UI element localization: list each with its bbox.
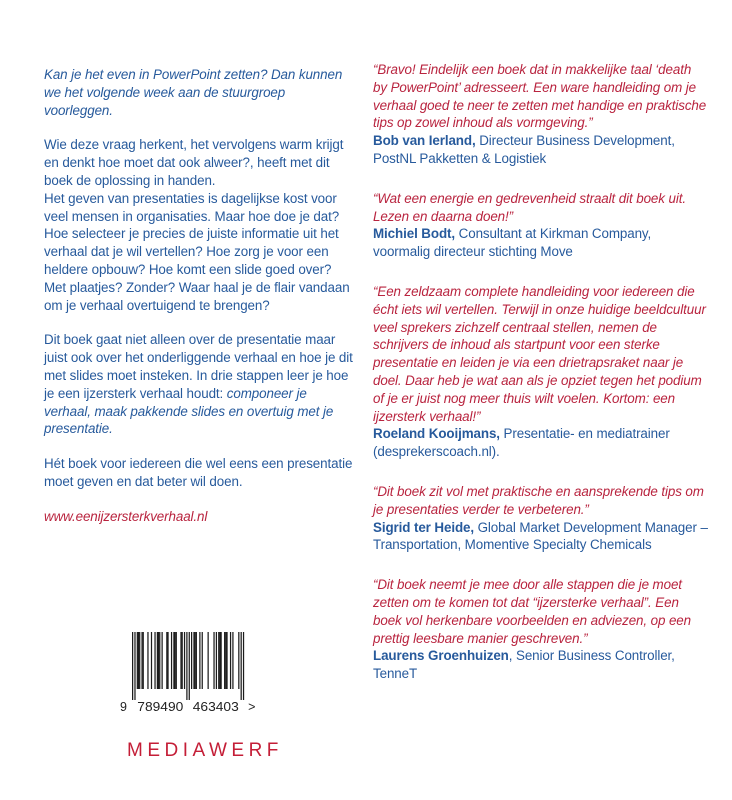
testimonial xyxy=(373,483,708,554)
testimonial xyxy=(373,283,708,461)
testimonial-role: Presentatie- en mediatrainer (desprekerscoach.nl). xyxy=(373,426,670,460)
svg-text:463403: 463403 xyxy=(192,700,239,714)
testimonial-name: Sigrid ter Heide, xyxy=(373,519,474,535)
testimonial-text: “Een zeldzaam complete handleiding voor iedereen die écht iets wil vertellen. Terwijl in onze huidige beeldcultuur veel sprekers zichzelf centraal stellen, nemen de schrijvers de inhoud als startpunt voor een sterke presentatie en leiden je via een drietrapsraket naar je doel. Daar heb je wat aan als je opziet tegen het podium of je er juist nog meer thuis wilt voelen. Kortom: een ijzersterk verhaal!” xyxy=(373,283,706,424)
website-url: www.eenijzersterkverhaal.nl xyxy=(44,508,208,524)
isbn-barcode xyxy=(118,632,274,721)
three-steps-italic: componeer je verhaal, maak pakkende slides en overtuig met je presentatie. xyxy=(44,385,334,437)
ean13-barcode-icon xyxy=(118,632,274,716)
testimonial-role: Consultant at Kirkman Company, voormalig directeur stichting Move xyxy=(373,226,652,260)
testimonial-name: Michiel Bodt, xyxy=(373,226,456,242)
testimonial-text: “Dit boek neemt je mee door alle stappen die je moet zetten om te komen tot dat “ijzersterke verhaal”. Een boek vol herkenbare voorbeelden en adviezen, op een prettig leesbare manier geschreven.” xyxy=(373,577,692,646)
testimonials-column xyxy=(373,61,708,705)
intro-quote: Kan je het even in PowerPoint zetten? Dan kunnen we het volgende week aan de stuurgroep voorleggen. xyxy=(44,67,343,118)
body-paragraph-three-steps xyxy=(44,331,355,438)
three-steps-regular: Dit boek gaat niet alleen over de presentatie maar juist ook over het onderliggende verhaal en hoe je dit met slides moet insteken. In drie stappen leer je hoe je een ijzersterk verhaal houdt: xyxy=(44,332,353,401)
testimonial xyxy=(373,576,708,683)
body-paragraph-question-part2: Het geven van presentaties is dagelijkse kost voor veel mensen in organisaties. Maar hoe doe je dat? Hoe selecteer je precies de juiste informatie uit het verhaal dat je wil vertellen? Hoe zorg je voor een heldere opbouw? Hoe komt een slide goed over? Met plaatjes? Zonder? Waar haal je de flair vandaan om je verhaal overtuigend te brengen? xyxy=(44,190,350,313)
testimonial-role: Directeur Business Development, PostNL Pakketten & Logistiek xyxy=(373,133,675,166)
body-paragraph-question-part1: Wie deze vraag herkent, het vervolgens warm krijgt en denkt hoe moet dat ook alweer?, heeft met dit boek de oplossing in handen. xyxy=(44,137,344,188)
testimonial-attribution xyxy=(373,520,708,553)
testimonial-name: Bob van Ierland, xyxy=(373,133,476,149)
testimonial xyxy=(373,190,708,261)
body-paragraph-closing: Hét boek voor iedereen die wel eens een presentatie moet geven en dat beter wil doen. xyxy=(44,456,353,489)
body-paragraph-question xyxy=(44,136,355,314)
testimonial xyxy=(373,61,708,168)
testimonial-text: “Dit boek zit vol met praktische en aansprekende tips om je presentaties verder te verbeteren.” xyxy=(373,483,704,517)
testimonial-text: “Bravo! Eindelijk een boek dat in makkelijke taal ‘death by PowerPoint’ adresseert. Een ware handleiding om je verhaal goed te neer te zetten met handige en praktische tips op zowel inhoud als vormgeving.” xyxy=(373,62,707,131)
testimonial-name: Laurens Groenhuizen xyxy=(373,648,509,664)
testimonial-role: , Senior Business Controller, TenneT xyxy=(373,648,675,682)
left-column xyxy=(44,66,355,526)
svg-text:789490: 789490 xyxy=(137,700,184,714)
testimonial-name: Roeland Kooijmans, xyxy=(373,426,500,442)
testimonial-attribution xyxy=(373,648,675,681)
testimonial-text: “Wat een energie en gedrevenheid straalt dit boek uit. Lezen en daarna doen!” xyxy=(373,190,686,224)
testimonial-role: Global Market Development Manager – Transportation, Momentive Specialty Chemicals xyxy=(373,519,708,553)
svg-text:>: > xyxy=(248,700,256,714)
testimonial-attribution xyxy=(373,226,651,259)
testimonial-attribution xyxy=(373,133,675,166)
publisher-logo: MEDIAWERF xyxy=(127,740,283,761)
testimonial-attribution xyxy=(373,426,670,459)
svg-text:9: 9 xyxy=(120,700,127,714)
